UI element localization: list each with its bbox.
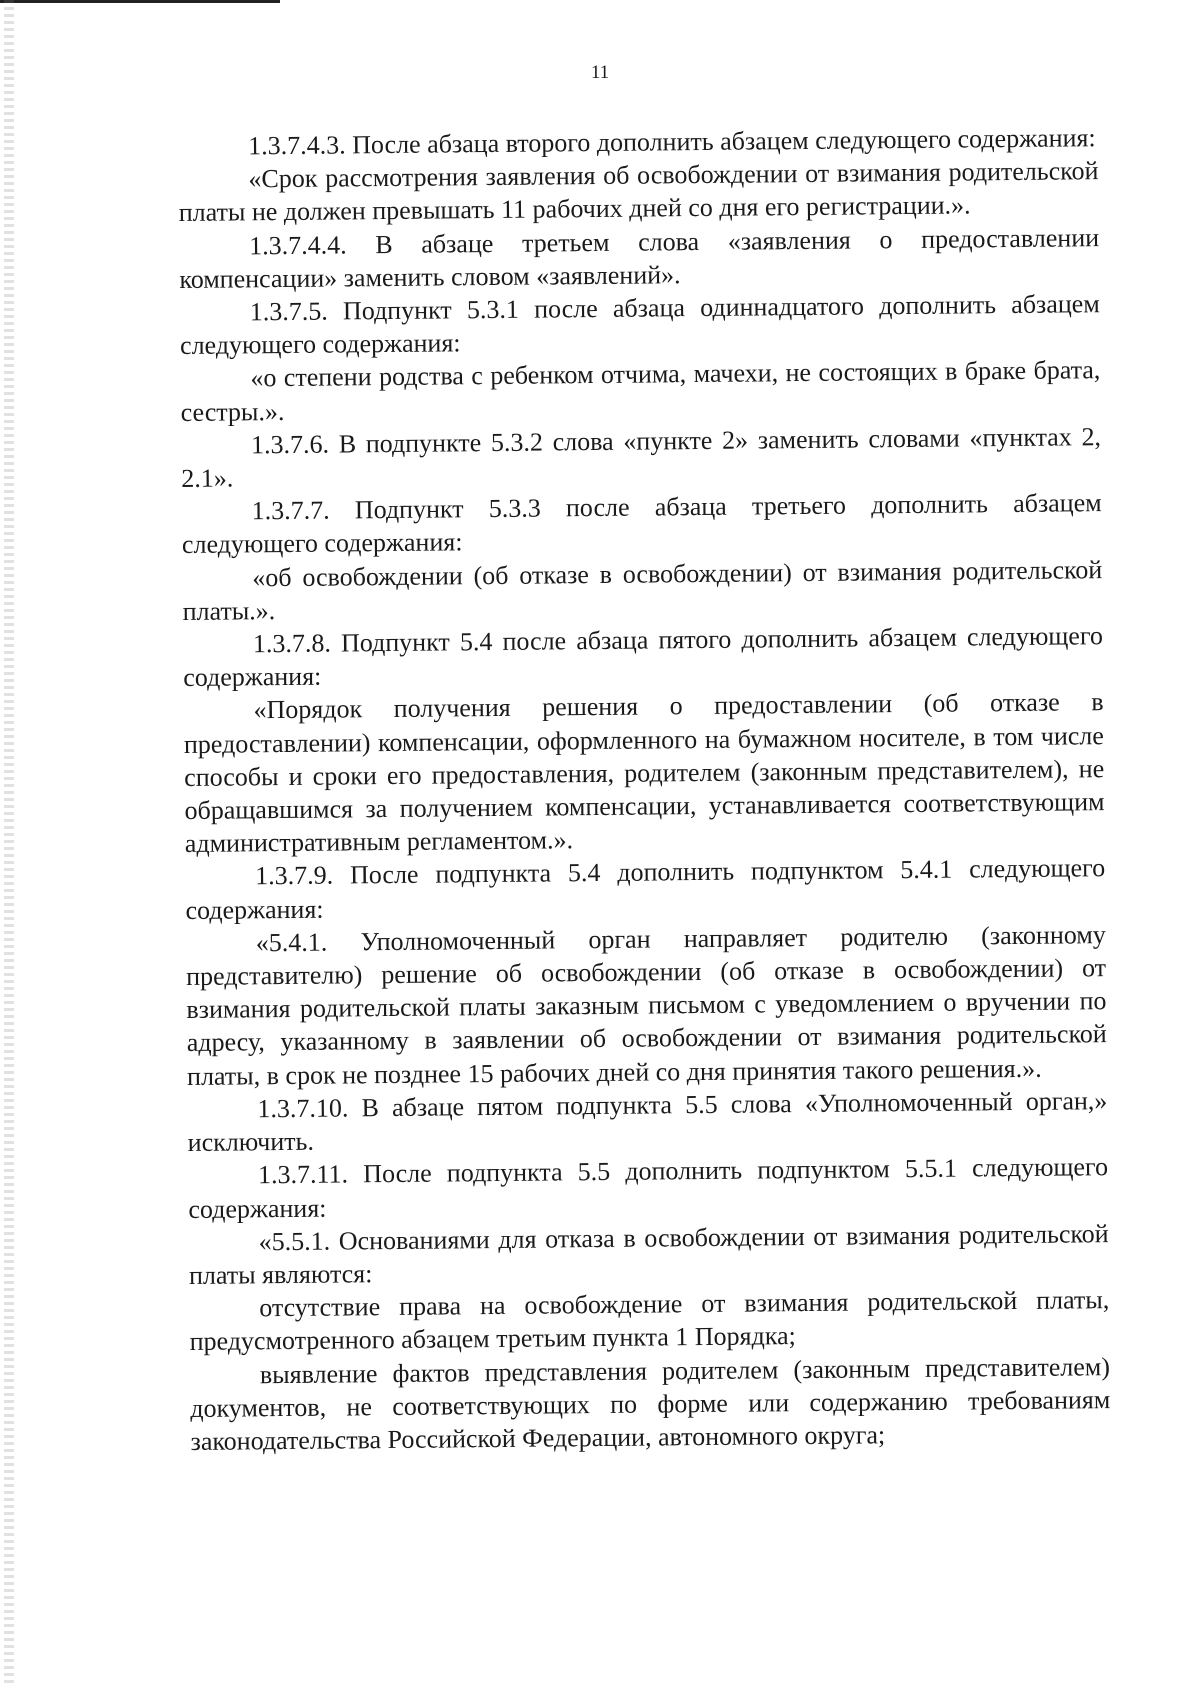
paragraph-1-3-7-4-3: 1.3.7.4.3. После абзаца второго дополнить абзацем следующего содержания: — [248, 123, 1096, 161]
paragraph-quote-kinship: «о степени родства с ребенком отчима, мачехи, не состоящих в браке брата, сестры.». — [180, 355, 1101, 427]
paragraph-1-3-7-4-4: 1.3.7.4.4. В абзаце третьем слова «заявления о предоставлении компенсации» заменить словом «заявлений». — [179, 222, 1100, 294]
paragraph-quote-5-5-1: «5.5.1. Основаниями для отказа в освобождении от взимания родительской платы являются: — [188, 1218, 1109, 1290]
paragraph-1-3-7-7: 1.3.7.7. Подпункт 5.3.3 после абзаца третьего дополнить абзацем следующего содержания: — [181, 488, 1102, 560]
paragraph-1-3-7-8: 1.3.7.8. Подпункт 5.4 после абзаца пятого дополнить абзацем следующего содержания: — [183, 621, 1104, 693]
page-number: 11 — [590, 62, 610, 83]
paragraph-quote-exemption: «об освобождении (об отказе в освобождении) от взимания родительской платы.». — [182, 554, 1103, 626]
scan-top-edge-mark — [0, 0, 280, 3]
paragraph-1-3-7-6: 1.3.7.6. В подпункте 5.3.2 слова «пункте 2» заменить словами «пунктах 2, 2.1». — [181, 421, 1102, 494]
paragraph-1-3-7-5: 1.3.7.5. Подпункт 5.3.1 после абзаца одиннадцатого дополнить абзацем следующего содержания: — [179, 289, 1100, 361]
paragraph-1-3-7-10: 1.3.7.10. В абзаце пятом подпункта 5.5 слова «Уполномоченный орган,» исключить. — [187, 1086, 1108, 1158]
paragraph-refusal-ground-1: отсутствие права на освобождение от взимания родительской платы, предусмотренного абзацем третьим пункта 1 Порядка; — [189, 1285, 1110, 1357]
paragraph-1-3-7-11: 1.3.7.11. После подпункта 5.5 дополнить подпунктом 5.5.1 следующего содержания: — [188, 1152, 1109, 1224]
paragraph-quote-decision-order: «Порядок получения решения о предоставлении (об отказе в предоставлении) компенсации, оформленного на бумажном носителе, в том числе способы и сроки его предоставления, родителем (законным представителем), не обращавшимся за получением компенсации, устанавливается соответствующим административным регламентом.». — [183, 687, 1105, 859]
paragraph-1-3-7-9: 1.3.7.9. После подпункта 5.4 дополнить подпунктом 5.4.1 следующего содержания: — [185, 853, 1106, 925]
scan-left-edge-shadow — [4, 0, 14, 1686]
paragraph-quote-5-4-1: «5.4.1. Уполномоченный орган направляет родителю (законному представителю) решение об освобождении (об отказе в освобождении) от взимания родительской платы заказным письмом с уведомлением о вручении по адресу, указанному в заявлении об освобождении от взимания родительской платы, в срок не позднее 15 рабочих дней со дня принятия такого решения.». — [185, 920, 1107, 1091]
paragraph-quote-review-term: «Срок рассмотрения заявления об освобождении от взимания родительской платы не должен превышать 11 рабочих дней со дня его регистрации.». — [178, 156, 1099, 228]
paragraph-refusal-ground-2: выявление фактов представления родителем (законным представителем) документов, не соответствующих по форме или содержанию требованиям законодательства Российской Федерации, автономного округа; — [190, 1351, 1111, 1456]
document-body — [178, 121, 1111, 1458]
